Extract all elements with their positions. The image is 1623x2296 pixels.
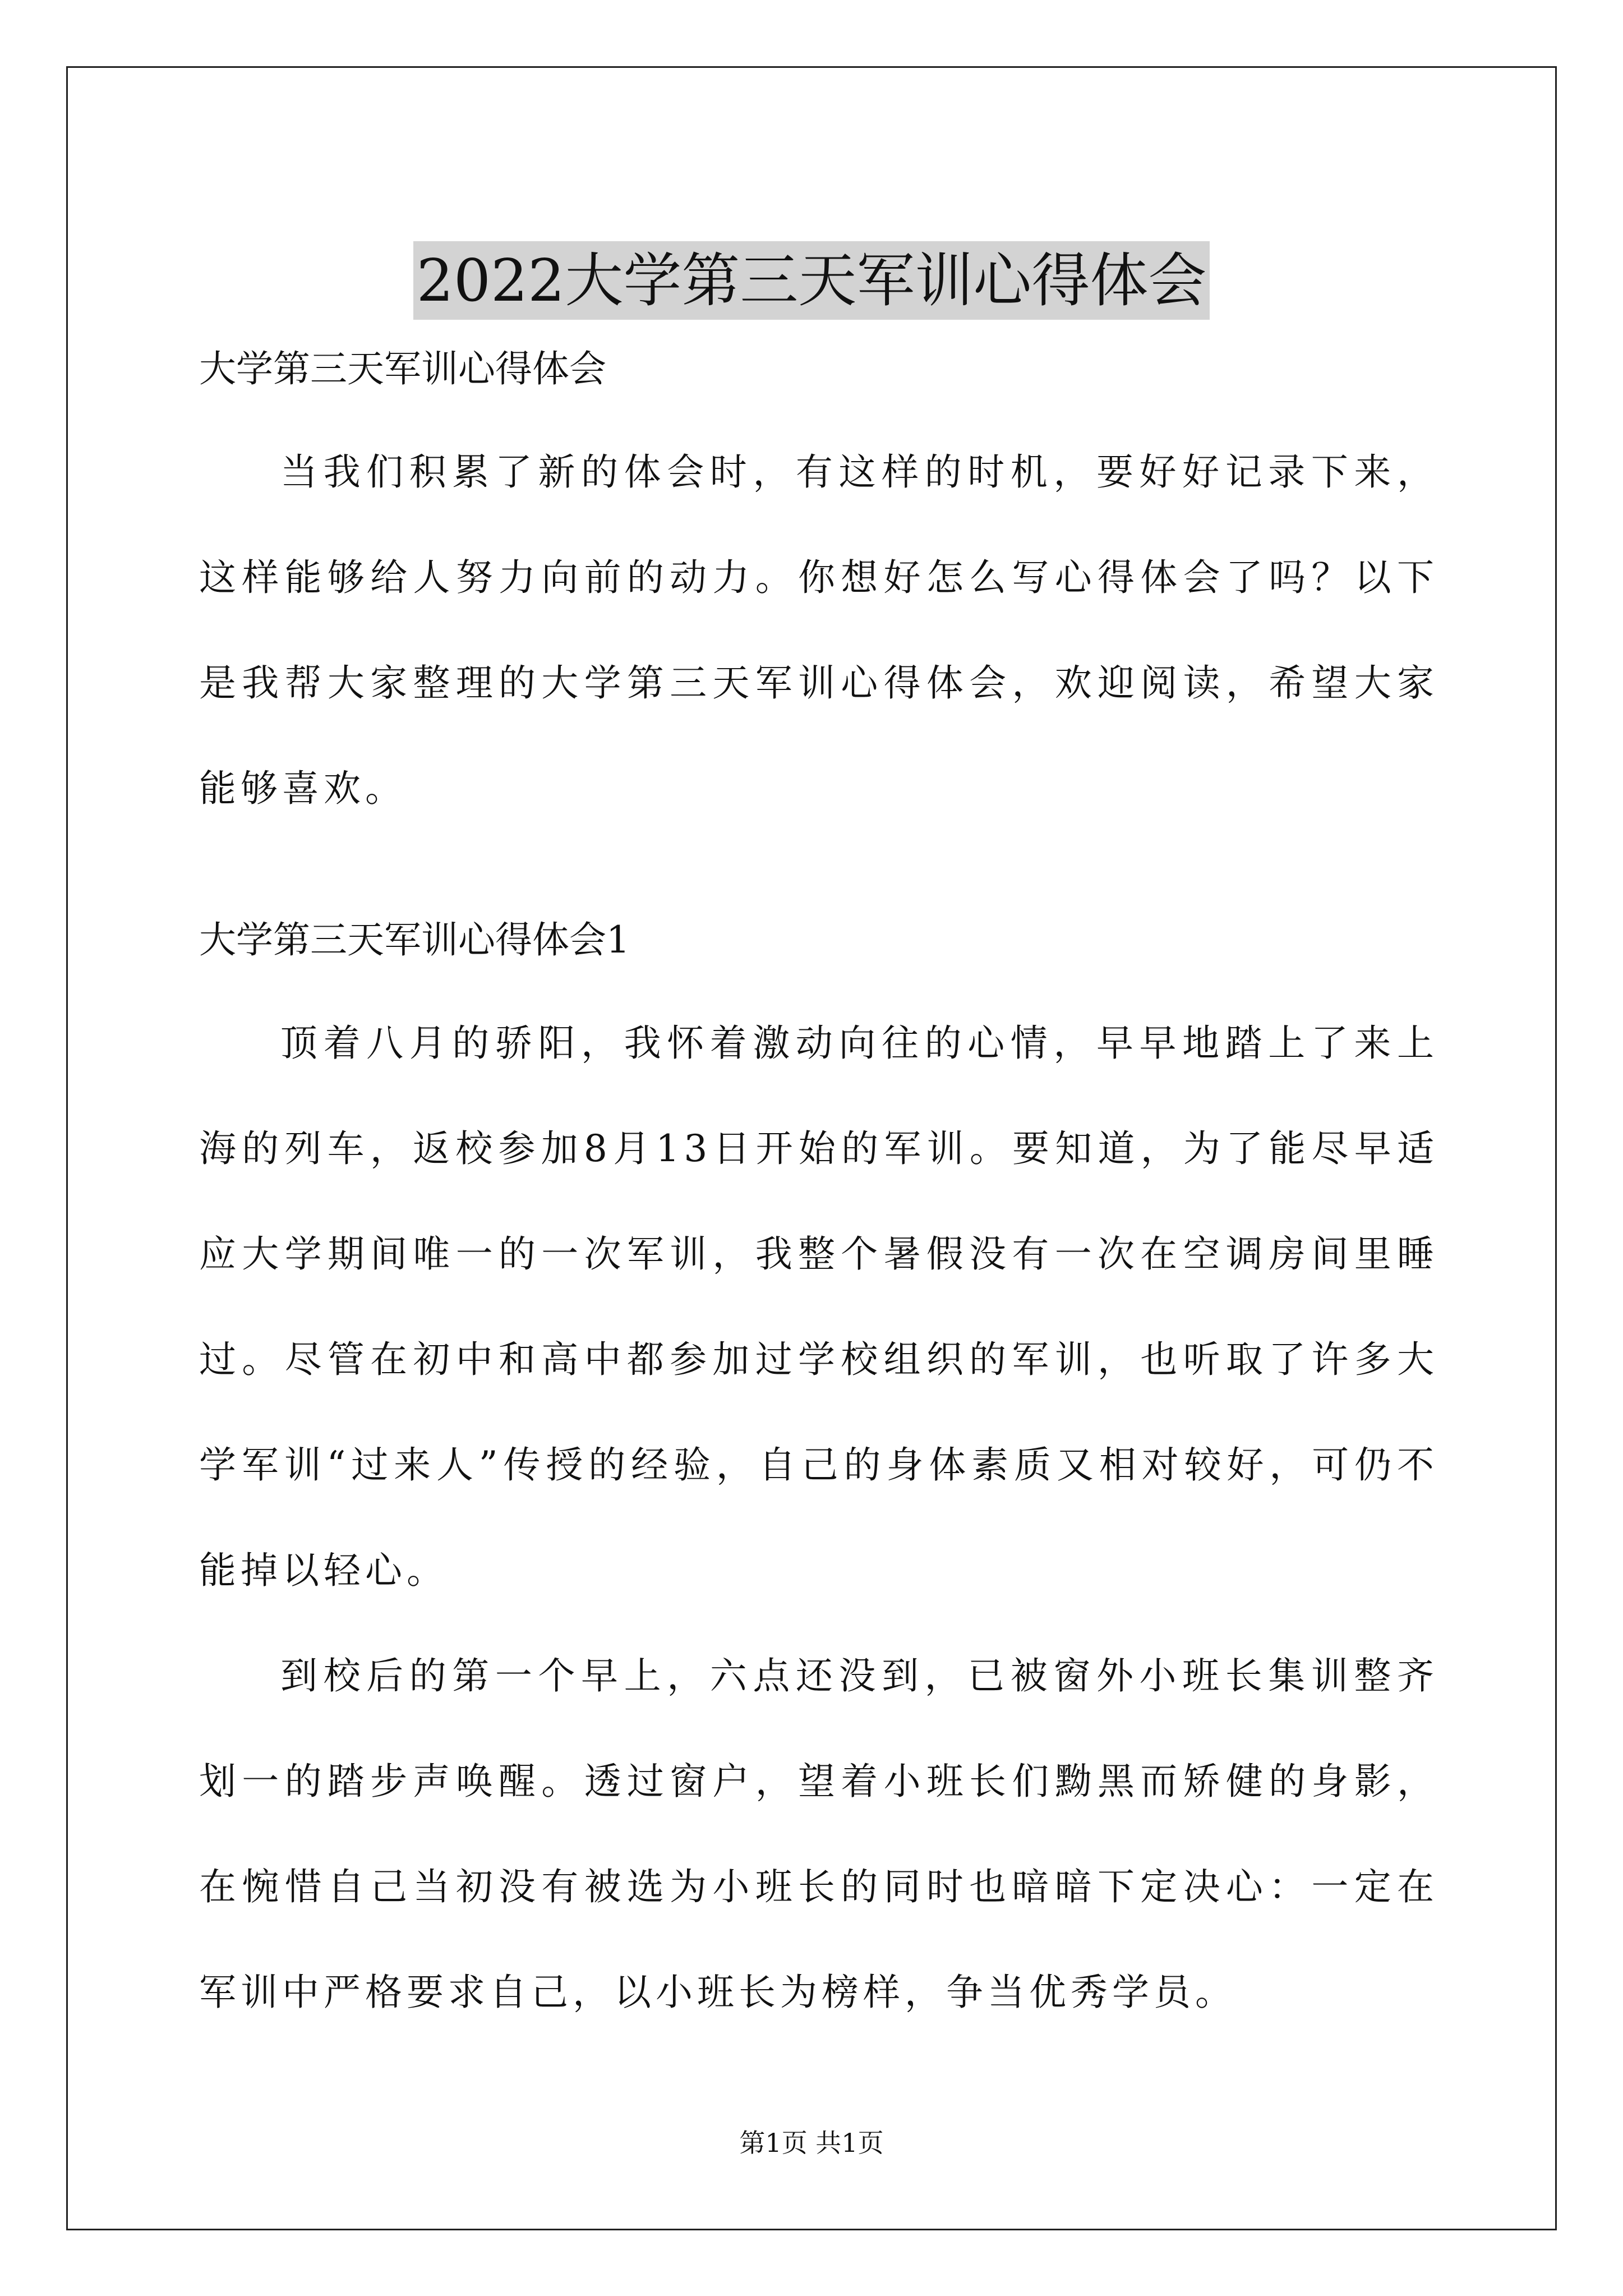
document-title: 2022大学第三天军训心得体会: [413, 241, 1210, 320]
document-body: [199, 342, 1438, 2045]
intro-paragraph: 当我们积累了新的体会时，有这样的时机，要好好记录下来，这样能够给人努力向前的动力。你想好怎么写心得体会了吗？以下是我帮大家整理的大学第三天军训心得体会，欢迎阅读，希望大家能够喜欢。: [199, 450, 1438, 810]
document-subtitle: 大学第三天军训心得体会: [199, 347, 606, 390]
title-container: [0, 202, 1623, 358]
body-paragraph-2: 到校后的第一个早上，六点还没到，已被窗外小班长集训整齐划一的踏步声唤醒。透过窗户，望着小班长们黝黑而矫健的身影，在惋惜自己当初没有被选为小班长的同时也暗暗下定决心：一定在军训中严格要求自己，以小班长为榜样，争当优秀学员。: [199, 1654, 1438, 2014]
section-heading: 大学第三天军训心得体会1: [199, 918, 630, 961]
body-paragraph-1: 顶着八月的骄阳，我怀着激动向往的心情，早早地踏上了来上海的列车，返校参加8月13日开始的军训。要知道，为了能尽早适应大学期间唯一的一次军训，我整个暑假没有一次在空调房间里睡过。尽管在初中和高中都参加过学校组织的军训，也听取了许多大学军训“过来人”传授的经验，自己的身体素质又相对较好，可仍不能掉以轻心。: [199, 1022, 1438, 1592]
page-footer: 第1页 共1页: [739, 2128, 884, 2158]
